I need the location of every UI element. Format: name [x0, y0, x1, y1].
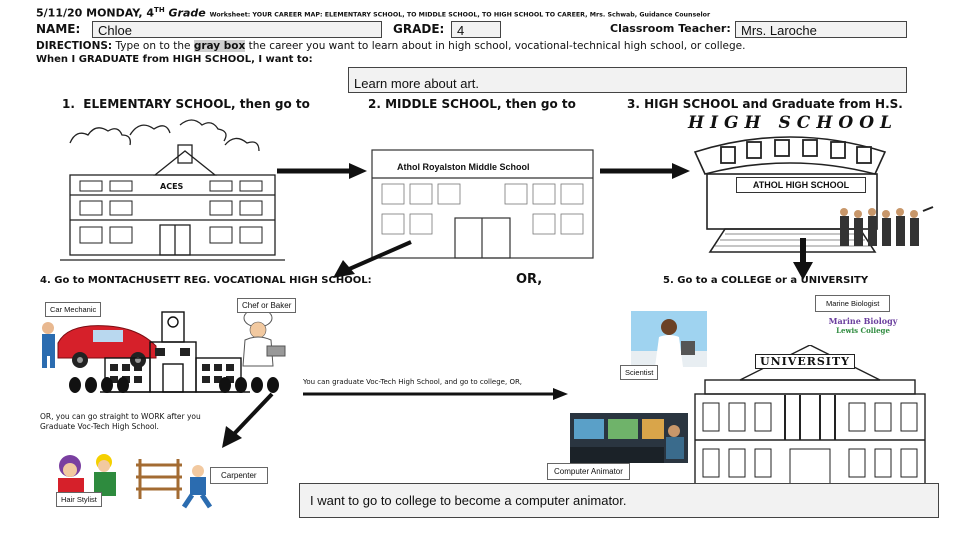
arrow-right-icon: [277, 161, 367, 181]
car-mechanic-label: Car Mechanic: [45, 302, 101, 317]
name-label: NAME:: [36, 22, 81, 36]
career-answer-field[interactable]: I want to go to college to become a computer animator.: [299, 483, 939, 518]
arrow-down-icon: [791, 238, 815, 280]
step-1-number: 1.: [62, 97, 75, 111]
graduates-icon: [838, 206, 938, 251]
work-note: [40, 412, 201, 432]
computer-animator-photo: [570, 413, 688, 463]
teacher-label: Classroom Teacher:: [610, 22, 731, 35]
marine-biologist-label: Marine Biologist: [815, 295, 890, 312]
step-3-number: 3.: [627, 97, 640, 111]
computer-animator-label: Computer Animator: [547, 463, 630, 480]
or-heading: OR,: [516, 272, 543, 287]
grade-word: Grade: [168, 6, 206, 20]
worksheet-title: Worksheet: YOUR CAREER MAP: ELEMENTARY SCHOOL, TO MIDDLE SCHOOL, TO HIGH SCHOOL TO CAREER, Mrs. Schwab, Guidance Counselor: [209, 11, 711, 19]
directions-highlight: gray box: [193, 40, 246, 52]
arrow-right-icon: [303, 386, 568, 402]
grade-field[interactable]: 4: [451, 21, 501, 38]
directions-text-after: the career you want to learn about in high school, vocational-technical high school, or college.: [245, 40, 746, 52]
step-2-heading: [368, 97, 576, 111]
directions-label: DIRECTIONS:: [36, 40, 113, 52]
work-note-line-1: OR, you can go straight to WORK after you: [40, 412, 201, 421]
high-school-sign: ATHOL HIGH SCHOOL: [736, 177, 866, 193]
work-note-line-2: Graduate Voc-Tech High School.: [40, 422, 159, 431]
step-3-heading: [627, 97, 903, 111]
scientist-label: Scientist: [620, 365, 658, 380]
hair-stylist-label: Hair Stylist: [56, 492, 102, 507]
arrow-down-left-icon: [333, 240, 413, 280]
step-2-number: 2.: [368, 97, 381, 111]
chef-illustration: [233, 308, 288, 368]
graduate-prompt: When I GRADUATE from HIGH SCHOOL, I want to:: [36, 54, 313, 65]
worksheet-header: [36, 6, 710, 20]
grade-label: GRADE:: [393, 22, 445, 36]
graduate-answer-field[interactable]: Learn more about art.: [348, 67, 907, 93]
marine-biology-logo: [818, 317, 908, 335]
teacher-field[interactable]: Mrs. Laroche: [735, 21, 907, 38]
university-sign: UNIVERSITY: [755, 354, 855, 369]
directions: [36, 40, 745, 52]
step-5-heading: 5. Go to a COLLEGE or a UNIVERSITY: [663, 275, 869, 286]
high-school-banner: HIGH SCHOOL: [688, 113, 898, 133]
step-1-heading: [62, 97, 310, 111]
chef-label: Chef or Baker: [237, 298, 296, 313]
marine-logo-line-1: Marine Biology: [828, 316, 898, 326]
date-line: 5/11/20 MONDAY, 4: [36, 6, 155, 20]
step-2-text: MIDDLE SCHOOL, then go to: [385, 97, 576, 111]
arrow-down-left-icon: [220, 392, 275, 450]
step-3-text: HIGH SCHOOL and Graduate from H.S.: [644, 97, 903, 111]
name-field[interactable]: Chloe: [92, 21, 382, 38]
carpenter-illustration: [132, 455, 217, 510]
step-1-text: ELEMENTARY SCHOOL, then go to: [83, 97, 310, 111]
marine-logo-line-2: Lewis College: [836, 326, 890, 335]
carpenter-label: Carpenter: [210, 467, 268, 484]
elementary-sign: ACES: [160, 182, 184, 191]
elementary-school-drawing: [60, 115, 285, 270]
step-4-heading: 4. Go to MONTACHUSETT REG. VOCATIONAL HIGH SCHOOL:: [40, 275, 372, 286]
hair-stylist-illustration: [52, 452, 127, 497]
middle-school-sign: Athol Royalston Middle School: [397, 162, 530, 172]
directions-text-before: Type on to the: [112, 40, 194, 52]
voc-to-college-note: You can graduate Voc-Tech High School, and go to college, OR,: [303, 378, 523, 386]
date-sup: TH: [154, 6, 165, 14]
arrow-right-icon: [600, 161, 690, 181]
